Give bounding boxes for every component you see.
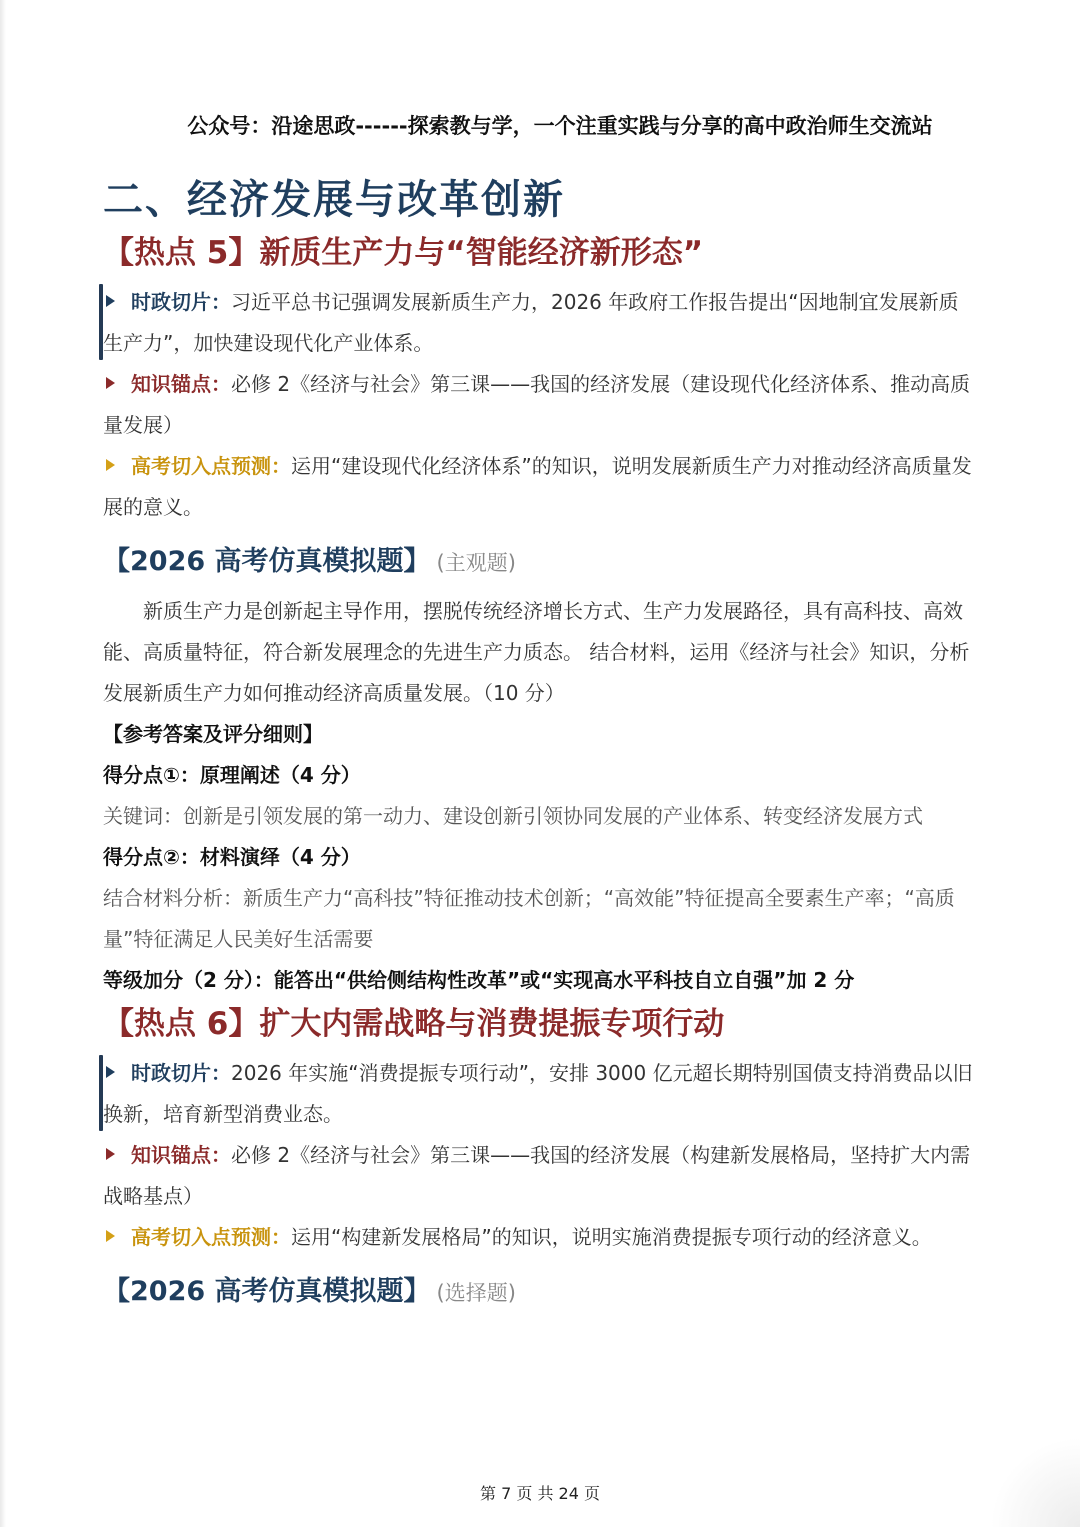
hot6-predict-text: 运用“构建新发展格局”的知识，说明实施消费提振专项行动的经济意义。 [291,1225,932,1249]
news-bar-decoration [99,284,103,360]
answer-heading: 【参考答案及评分细则】 [103,722,323,746]
hot5-title: 【热点 5】新质生产力与“智能经济新形态” [103,235,704,271]
hot6-knowledge-text: 必修 2《经济与社会》第三课——我国的经济发展（构建新发展格局，坚持扩大内需战略基点） [103,1143,971,1208]
page-header: 公众号：沿途思政------探索教与学，一个注重实践与分享的高中政治师生交流站 [187,114,933,138]
hot6-predict-bullet [103,1217,978,1258]
point2-title: 得分点②：材料演绎（4 分） [103,845,361,869]
hot5-news-bullet [103,282,978,364]
hot5-predict-bullet [103,446,978,528]
page-content [103,172,978,1321]
triangle-bullet-icon [106,1230,115,1242]
hot6-sim-heading [103,1266,978,1321]
hot6-sim-type: (选择题) [436,1281,516,1305]
hot5-news-label: 时政切片： [131,290,231,314]
point1-title: 得分点①：原理阐述（4 分） [103,763,361,787]
hot5-predict-label: 高考切入点预测： [131,454,291,478]
hot5-predict-text: 运用“建设现代化经济体系”的知识，说明发展新质生产力对推动经济高质量发展的意义。 [103,454,972,519]
triangle-bullet-icon [106,459,115,471]
hot6-knowledge-bullet [103,1135,978,1217]
hot6-news-block [103,1053,978,1135]
hot6-predict-label: 高考切入点预测： [131,1225,291,1249]
hot5-sim-title: 【2026 高考仿真模拟题】 [103,546,431,577]
hot5-sim-type: (主观题) [436,551,516,575]
hot6-news-label: 时政切片： [131,1061,231,1085]
hot6-sim-title: 【2026 高考仿真模拟题】 [103,1276,431,1307]
point1-text: 关键词：创新是引领发展的第一动力、建设创新引领协同发展的产业体系、转变经济发展方式 [103,804,923,828]
point2-text: 结合材料分析：新质生产力“高科技”特征推动技术创新；“高效能”特征提高全要素生产率；“高质量”特征满足人民美好生活需要 [103,886,955,951]
page-corner-shade [990,1437,1080,1527]
hot6-title: 【热点 6】扩大内需战略与消费提振专项行动 [103,1006,725,1042]
hot5-knowledge-bullet [103,364,978,446]
triangle-bullet-icon [106,1066,115,1078]
bonus-points: 等级加分（2 分）：能答出“供给侧结构性改革”或“实现高水平科技自立自强”加 2 分 [103,968,855,992]
page-footer: 第 7 页 共 24 页 [480,1484,600,1503]
hot5-knowledge-label: 知识锚点： [131,372,231,396]
hot5-news-text: 习近平总书记强调发展新质生产力，2026 年政府工作报告提出“因地制宜发展新质生产力”，加快建设现代化产业体系。 [103,290,959,355]
hot5-sim-heading [103,536,978,591]
triangle-bullet-icon [106,377,115,389]
triangle-bullet-icon [106,295,115,307]
triangle-bullet-icon [106,1148,115,1160]
hot5-news-block [103,282,978,364]
section-title: 二、经济发展与改革创新 [103,177,565,223]
hot5-question: 新质生产力是创新起主导作用，摆脱传统经济增长方式、生产力发展路径，具有高科技、高效能、高质量特征，符合新发展理念的先进生产力质态。 结合材料，运用《经济与社会》知识，分析发展新质生产力如何推动经济高质量发展。（10 分） [103,599,970,705]
hot6-news-bullet [103,1053,978,1135]
news-bar-decoration [99,1055,103,1131]
hot6-news-text: 2026 年实施“消费提振专项行动”，安排 3000 亿元超长期特别国债支持消费品以旧换新，培育新型消费业态。 [103,1061,973,1126]
hot6-knowledge-label: 知识锚点： [131,1143,231,1167]
hot5-knowledge-text: 必修 2《经济与社会》第三课——我国的经济发展（建设现代化经济体系、推动高质量发展） [103,372,971,437]
